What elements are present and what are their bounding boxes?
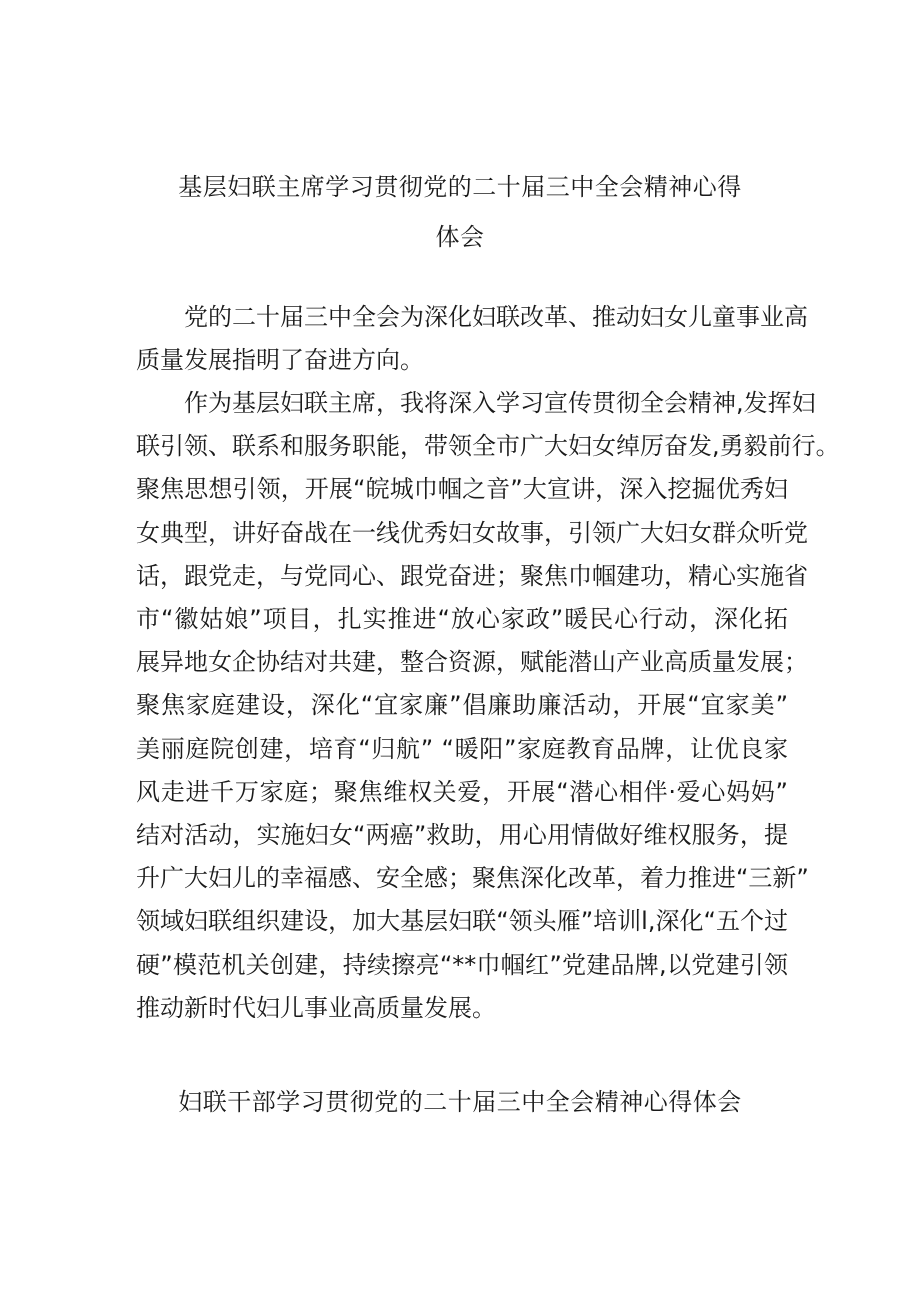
paragraph-line: 推动新时代妇儿事业高质量发展。 (136, 993, 496, 1022)
second-document-title: 妇联干部学习贯彻党的二十届三中全会精神心得体会 (178, 1088, 742, 1116)
title-line-2: 体会 (435, 223, 485, 251)
paragraph-line: 展异地女企协结对共建，整合资源，赋能潜山产业高质量发展； (136, 648, 808, 677)
paragraph-line: 市“徽姑娘”项目，扎实推进“放心家政”暖民心行动，深化拓 (136, 605, 788, 634)
title-line-1: 基层妇联主席学习贯彻党的二十届三中全会精神心得 (178, 173, 742, 201)
paragraph-line: 联引领、联系和服务职能，带领全市广大妇女绰厉奋发,勇毅前行。 (136, 432, 840, 461)
paragraph-line: 作为基层妇联主席，我将深入学习宣传贯彻全会精神,发挥妇 (184, 389, 816, 417)
paragraph-line: 党的二十届三中全会为深化妇联改革、推动妇女儿童事业高 (184, 303, 808, 331)
document-title (130, 162, 790, 262)
paragraph-main (136, 382, 840, 1030)
paragraph-line: 女典型，讲好奋战在一线优秀妇女故事，引领广大妇女群众听党 (136, 518, 808, 547)
paragraph-line: 领域妇联组织建设，加大基层妇联“领头雁”培训l,深化“五个过 (136, 907, 788, 936)
paragraph-line: 聚焦思想引领，开展“皖城巾帼之音”大宣讲，深入挖掘优秀妇 (136, 475, 788, 504)
paragraph-line: 话，跟党走，与党同心、跟党奋进；聚焦巾帼建功，精心实施省 (136, 561, 808, 590)
paragraph-line: 升广大妇儿的幸福感、安全感；聚焦深化改革，着力推进“三新” (136, 864, 809, 893)
paragraph-line: 结对活动，实施妇女“两癌”救助，用心用情做好维权服务，提 (136, 821, 788, 850)
paragraph-line: 美丽庭院创建，培育“归航” “暖阳”家庭教育品牌，让优良家 (136, 734, 788, 763)
paragraph-line: 风走进千万家庭；聚焦维权关爱，开展“潜心相伴·爱心妈妈” (136, 777, 788, 806)
paragraph-line: 聚焦家庭建设，深化“宜家廉”倡廉助廉活动，开展“宜家美” (136, 691, 788, 720)
paragraph-line: 硬”模范机关创建，持续擦亮“**巾帼红”党建品牌,以党建引领 (136, 950, 788, 979)
paragraph-line: 质量发展指明了奋进方向。 (136, 346, 424, 375)
paragraph-intro (136, 296, 808, 382)
